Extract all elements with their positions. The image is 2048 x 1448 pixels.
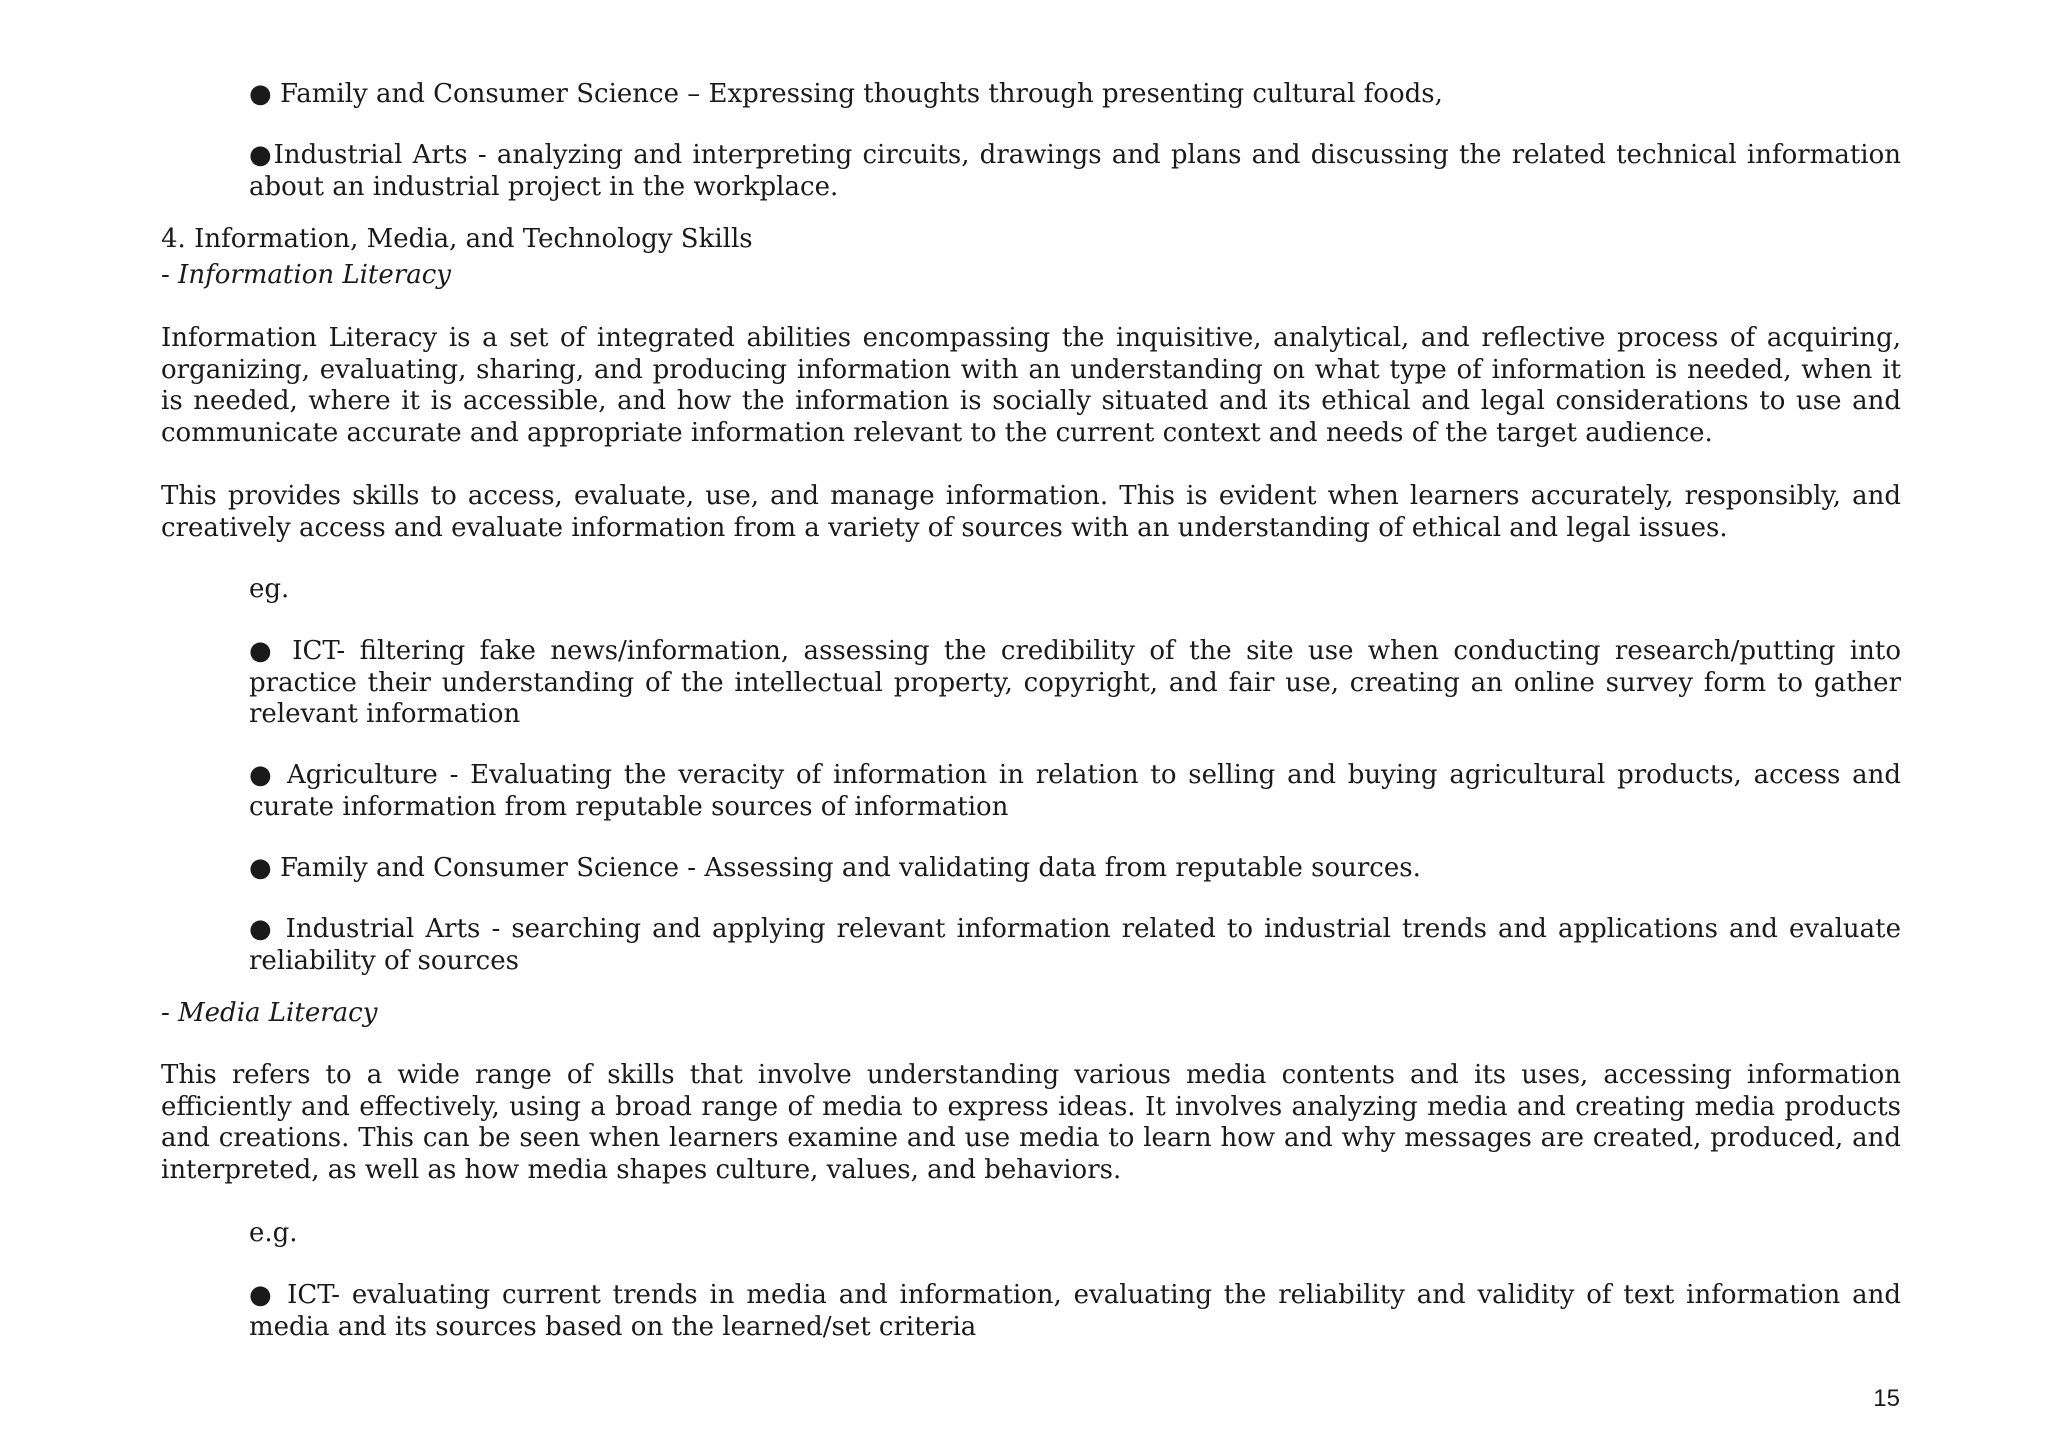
- page-number: 15: [1873, 1385, 1900, 1412]
- paragraph-media-literacy: This refers to a wide range of skills that involve understanding various media contents and its uses, accessing information efficiently and effectively, using a broad range of media to express ideas. It involves analyzing media and creating media products and creations. This can be seen when learners examine and use media to learn how and why messages are created, produced, and interpreted, as well as how media shapes culture, values, and behaviors.: [161, 1060, 1901, 1185]
- bullet-ict-media-trends: ● ICT- evaluating current trends in media and information, evaluating the reliability and validity of text information and media and its sources based on the learned/set criteria: [249, 1280, 1901, 1342]
- paragraph-information-literacy-definition: Information Literacy is a set of integrated abilities encompassing the inquisitive, analytical, and reflective process of acquiring, organizing, evaluating, sharing, and producing information with an understanding on what type of information is needed, when it is needed, where it is accessible, and how the information is socially situated and its ethical and legal considerations to use and communicate accurate and appropriate information relevant to the current context and needs of the target audience.: [161, 323, 1901, 448]
- bullet-family-consumer-science-data: ● Family and Consumer Science - Assessing and validating data from reputable sources.: [249, 853, 1421, 883]
- bullet-industrial-arts-circuits: ●Industrial Arts - analyzing and interpreting circuits, drawings and plans and discussing the related technical information about an industrial project in the workplace.: [249, 140, 1901, 202]
- example-label: eg.: [249, 574, 290, 604]
- example-label: e.g.: [249, 1218, 298, 1248]
- subheading-media-literacy: - Media Literacy: [161, 998, 378, 1028]
- subheading-information-literacy: - Information Literacy: [161, 260, 451, 290]
- section-heading: 4. Information, Media, and Technology Skills: [161, 224, 753, 254]
- bullet-ict-fake-news: ● ICT- filtering fake news/information, assessing the credibility of the site use when conducting research/putting into practice their understanding of the intellectual property, copyright, and fair use, creating an online survey form to gather relevant information: [249, 636, 1901, 729]
- bullet-family-consumer-science-cultural-foods: ● Family and Consumer Science – Expressing thoughts through presenting cultural foods,: [249, 79, 1443, 109]
- paragraph-information-literacy-skills: This provides skills to access, evaluate, use, and manage information. This is evident when learners accurately, responsibly, and creatively access and evaluate information from a variety of sources with an understanding of ethical and legal issues.: [161, 481, 1901, 543]
- bullet-agriculture: ● Agriculture - Evaluating the veracity of information in relation to selling and buying agricultural products, access and curate information from reputable sources of information: [249, 760, 1901, 822]
- bullet-industrial-arts-trends: ● Industrial Arts - searching and applying relevant information related to industrial trends and applications and evaluate reliability of sources: [249, 914, 1901, 976]
